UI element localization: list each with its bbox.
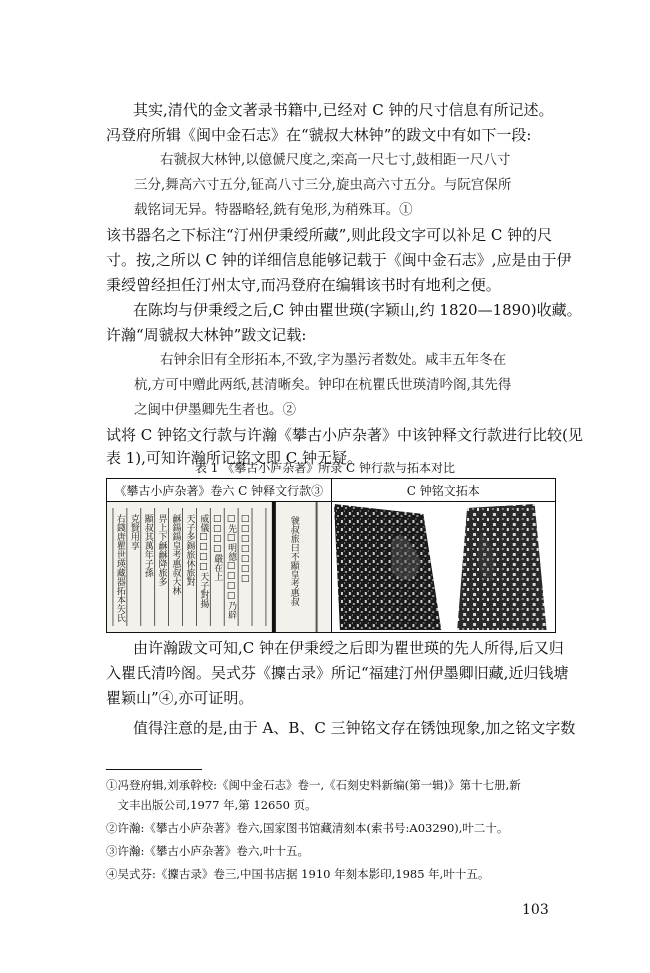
ms-col-6: 天子多錫旅休旅對 <box>184 514 195 587</box>
footnote: ①冯登府辑,刘承幹校:《闽中金石志》卷一,《石刻史料新编(第一辑)》第十七册,新 <box>106 778 521 792</box>
block-quote-line: 三分,舞高六寸五分,钲高八寸三分,旋虫高六寸五分。与阮宫保所 <box>134 177 512 193</box>
ms-right-col: 虢叔旅曰不顯皇考惠叔 <box>288 516 299 607</box>
footnote: ④吴式芬:《攈古录》卷三,中国书店据 1910 年刻本影印,1985 年,叶十五。 <box>106 867 490 881</box>
footnote-rule <box>106 769 202 770</box>
body-line: 其实,清代的金文著录书籍中,已经对 C 钟的尺寸信息有所记述。 <box>133 101 554 119</box>
body-line: 许瀚“周虢叔大林钟”跋文记载: <box>106 326 307 344</box>
table-header-transcription: 《攀古小庐杂著》卷六 C 钟释文行款③ <box>107 479 332 502</box>
ms-col-1: 右錢唐瞿世瑛藏器拓本矢氏 <box>114 514 125 622</box>
ms-col-9: □先□明德□□□□乃辟 <box>226 514 237 620</box>
body-line: 表 1),可知许瀚所记铭文即 C 钟无疑。 <box>106 449 362 467</box>
body-line: 秉绶曾经担任汀州太守,而冯登府在编辑该书时有地利之便。 <box>106 276 501 294</box>
page-number: 103 <box>522 902 549 918</box>
body-line: 冯登府所辑《闽中金石志》在“虢叔大林钟”的跋文中有如下一段: <box>106 126 532 144</box>
comparison-table <box>106 478 556 633</box>
body-line: 入瞿氏清吟阁。吴式芬《攈古录》所记“福建汀州伊墨卿旧藏,近归钱塘 <box>106 664 569 682</box>
ms-col-3: 顯叔其萬年子孫 <box>142 514 153 578</box>
block-quote-line: 右虢叔大林钟,以億傂尺度之,栾高一尺七寸,鼓相距一尺八寸 <box>160 152 511 168</box>
block-quote-line: 之闽中伊墨卿先生者也。② <box>134 402 296 418</box>
body-line: 在陈均与伊秉绶之后,C 钟由瞿世瑛(字颖山,约 1820—1890)收藏。 <box>133 301 582 319</box>
body-line: 试将 C 钟铭文行款与许瀚《攀古小庐杂著》中该钟释文行款进行比较(见 <box>106 426 583 444</box>
ms-col-5: 龢鍚鍚皇考惠叔大林 <box>170 514 181 596</box>
body-line: 该书器名之下标注“汀州伊秉绶所藏”,则此段文字可以补足 C 钟的尺 <box>106 226 553 244</box>
ms-col-7: 威儀□□□□天子對揚 <box>198 514 209 609</box>
block-quote-line: 杭,方可中赠此两纸,甚清晰矣。钟印在杭瞿氏世瑛清吟阁,其先得 <box>134 377 512 393</box>
table-header-rubbing: C 钟铭文拓本 <box>331 479 556 502</box>
block-quote-line: 载铭词无异。特器略轻,銑有兔形,为稍殊耳。① <box>134 202 413 218</box>
inscription-rubbing-image <box>331 502 556 633</box>
body-line: 值得注意的是,由于 A、B、C 三钟铭文存在锈蚀现象,加之铭文字数 <box>133 719 576 737</box>
ms-col-10: □□□□□□□ <box>240 514 251 585</box>
footnote: ③许瀚:《攀古小庐杂著》卷六,叶十五。 <box>106 844 310 858</box>
ms-col-2: 克賢用享 <box>128 514 139 551</box>
ms-col-4: 畀上下龢龢降旅多 <box>156 514 167 587</box>
table-caption: 表 1 《攀古小庐杂著》所录 C 钟行款与拓本对比 <box>194 461 456 475</box>
body-line: 由许瀚跋文可知,C 钟在伊秉绶之后即为瞿世瑛的先人所得,后又归 <box>133 639 564 657</box>
block-quote-line: 右钟余旧有全形拓本,不致,字为墨污者数处。咸丰五年冬在 <box>160 352 507 368</box>
footnote: 文丰出版公司,1977 年,第 12650 页。 <box>106 798 317 812</box>
body-line: 瞿颖山”④,亦可证明。 <box>106 689 254 707</box>
footnote: ②许瀚:《攀古小庐杂著》卷六,国家图书馆藏清刻本(索书号:A03290),叶二十。 <box>106 821 509 835</box>
ms-col-8: □□□□嚴在上 <box>212 514 223 582</box>
body-line: 寸。按,之所以 C 钟的详细信息能够记载于《闽中金石志》,应是由于伊 <box>106 251 572 269</box>
manuscript-transcription-image <box>107 502 332 633</box>
